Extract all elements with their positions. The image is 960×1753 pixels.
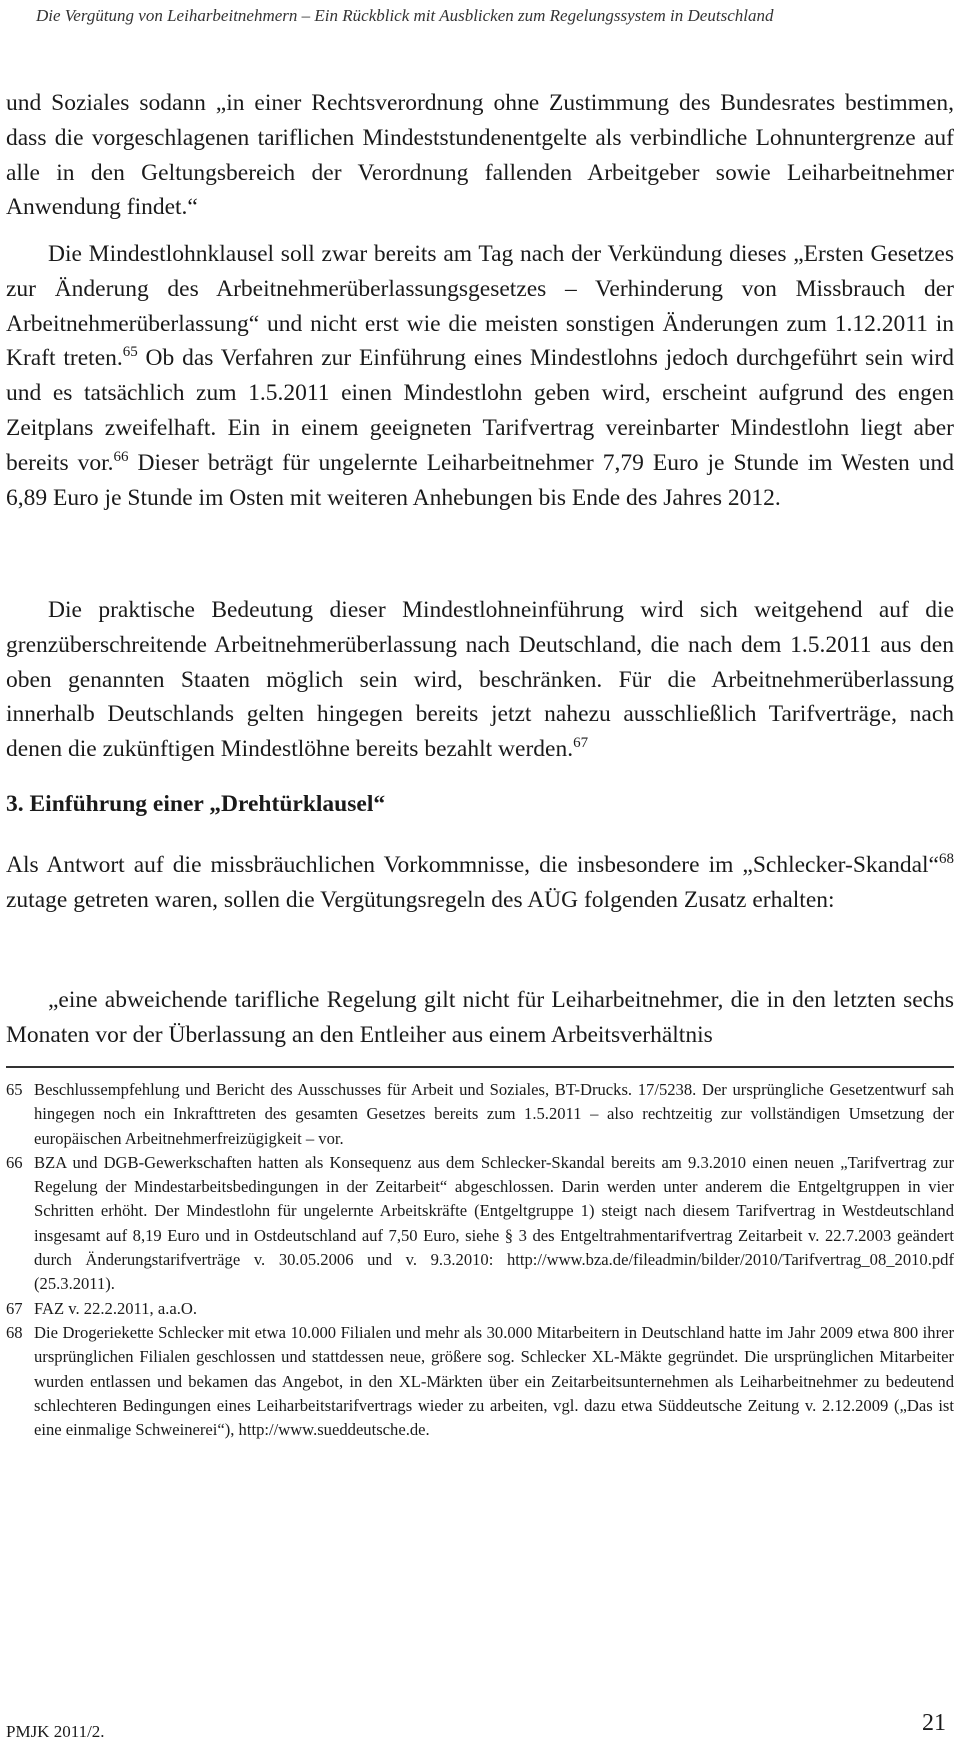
- footnote-item: [6, 1321, 954, 1442]
- paragraph-text: Ob das Verfahren zur Einführung eines Mindestlohns jedoch durchgeführt sein wird und es tatsächlich zum 1.5.2011 einen Mindestlohn geben wird, erscheint aufgrund des engen Zeitplans zweifelhaft. Ein in einem geeigneten Tarifvertrag vereinbarter Mindestlohn liegt aber bereits vor.: [6, 345, 954, 476]
- footnote-text: BZA und DGB-Gewerkschaften hatten als Konsequenz aus dem Schlecker-Skandal bereits am 9.3.2010 einen neuen „Tarifvertrag zur Regelung der Mindestarbeitsbedingungen in der Zeitarbeit“ abgeschlossen. Darin werden unter anderem die Entgeltgruppen in vier Schritten erhöht. Der Mindestlohn für ungelernte Arbeitskräfte (Entgeltgruppe 1) steigt nach diesem Tarifvertrag in Westdeutschland insgesamt auf 8,19 Euro und in Ostdeutschland auf 7,50 Euro, siehe § 3 des Entgeltrahmentarifvertrag Zeitarbeit v. 22.7.2003 geändert durch Änderungstarifverträge v. 30.05.2006 und v. 9.3.2010: http://www.bza.de/fileadmin/bilder/2010/Tarifvertrag_08_2010.pdf (25.3.2011).: [34, 1152, 954, 1294]
- paragraph-mindestlohn: [6, 237, 954, 515]
- footnote-number: 67: [6, 1298, 23, 1318]
- footnote-ref-68[interactable]: 68: [939, 851, 954, 867]
- footnote-number: 68: [6, 1322, 23, 1342]
- paragraph-text: Die praktische Bedeutung dieser Mindestlohneinführung wird sich weitgehend auf die grenzüberschreitende Arbeitnehmerüberlassung nach Deutschland, die nach dem 1.5.2011 aus den oben genannten Staaten möglich sein wird, beschränken. Für die Arbeitnehmerüberlassung innerhalb Deutschlands gelten hingegen bereits jetzt nahezu ausschließlich Tarifverträge, nach denen die zukünftigen Mindestlöhne bereits bezahlt werden.: [6, 597, 954, 763]
- footnote-text: Die Drogeriekette Schlecker mit etwa 10.000 Filialen und mehr als 30.000 Mitarbeitern in Deutschland hatte im Jahr 2009 etwa 800 ihrer ursprünglichen Filialen geschlossen und stattdessen neue, größere sog. Schlecker XL-Mäkte gegründet. Die ursprünglichen Mitarbeiter wurden entlassen und bekamen das Angebot, in den XL-Märkten über ein Zeitarbeitsunternehmen als Leiharbeitnehmer zu bedeutend schlechteren Bedingungen eines Leiharbeitstarifvertrags wieder zu arbeiten, vgl. dazu etwa Süddeutsche Zeitung v. 2.12.2009 („Das ist eine einmalige Schweinerei“), http://www.sueddeutsche.de.: [34, 1322, 954, 1440]
- footnote-ref-65[interactable]: 65: [122, 344, 138, 361]
- footnote-item: [6, 1151, 954, 1297]
- footnote-number: 65: [6, 1080, 23, 1099]
- section-heading: 3. Einführung einer „Drehtürklausel“: [6, 791, 386, 817]
- footnote-number: 66: [6, 1152, 23, 1172]
- footnote-item: [6, 1078, 954, 1151]
- footnote-item: [6, 1297, 954, 1321]
- footnote-text: FAZ v. 22.2.2011, a.a.O.: [34, 1298, 197, 1318]
- footnotes-section: [6, 1078, 954, 1442]
- footnote-ref-66[interactable]: 66: [113, 448, 129, 465]
- footnote-text: Beschlussempfehlung und Bericht des Ausschusses für Arbeit und Soziales, BT-Drucks. 17/5238. Der ursprüngliche Gesetzentwurf sah hingegen noch ein Inkrafttreten des gesamten Gesetzes bereits zum 1.5.2011 – also rechtzeitig zur vollständigen Umsetzung der europäischen Arbeitnehmerfreizügigkeit – vor.: [34, 1080, 954, 1148]
- paragraph-antwort: [6, 848, 954, 918]
- footnote-divider: [6, 1066, 954, 1068]
- paragraph-quote: „eine abweichende tarifliche Regelung gilt nicht für Leiharbeitnehmer, die in den letzten sechs Monaten vor der Überlassung an den Entleiher aus einem Arbeitsverhältnis: [6, 987, 954, 1048]
- journal-reference: PMJK 2011/2.: [6, 1722, 105, 1741]
- paragraph-text: Die Mindestlohnklausel soll zwar bereits am Tag nach der Verkündung dieses „Ersten Gesetzes zur Änderung des Arbeitnehmerüberlassungsgesetzes – Verhinderung von Missbrauch der Arbeitnehmerüberlassung“ und nicht erst wie die meisten sonstigen Änderungen zum 1.12.2011 in Kraft treten.: [6, 241, 954, 372]
- page-number: 21: [922, 1710, 946, 1736]
- paragraph-text: Dieser beträgt für ungelernte Leiharbeitnehmer 7,79 Euro je Stunde im Westen und 6,89 Euro je Stunde im Osten mit weiteren Anhebungen bis Ende des Jahres 2012.: [6, 449, 954, 511]
- footnote-ref-67[interactable]: 67: [573, 735, 589, 752]
- running-header: Die Vergütung von Leiharbeitnehmern – Ein Rückblick mit Ausblicken zum Regelungssystem in Deutschland: [36, 6, 774, 25]
- paragraph-text: Als Antwort auf die missbräuchlichen Vorkommnisse, die insbesondere im „Schlecker-Skandal“: [6, 852, 939, 878]
- paragraph-bedeutung: [6, 593, 954, 767]
- paragraph-text: zutage getreten waren, sollen die Vergütungsregeln des AÜG folgenden Zusatz erhalten:: [6, 886, 835, 913]
- paragraph-continued: und Soziales sodann „in einer Rechtsverordnung ohne Zustimmung des Bundesrates bestimmen, dass die vorgeschlagenen tariflichen Mindeststundenentgelte als verbindliche Lohnuntergrenze auf alle in den Geltungsbereich der Verordnung fallenden Arbeitgeber sowie Leiharbeitnehmer Anwendung findet.“: [6, 90, 954, 221]
